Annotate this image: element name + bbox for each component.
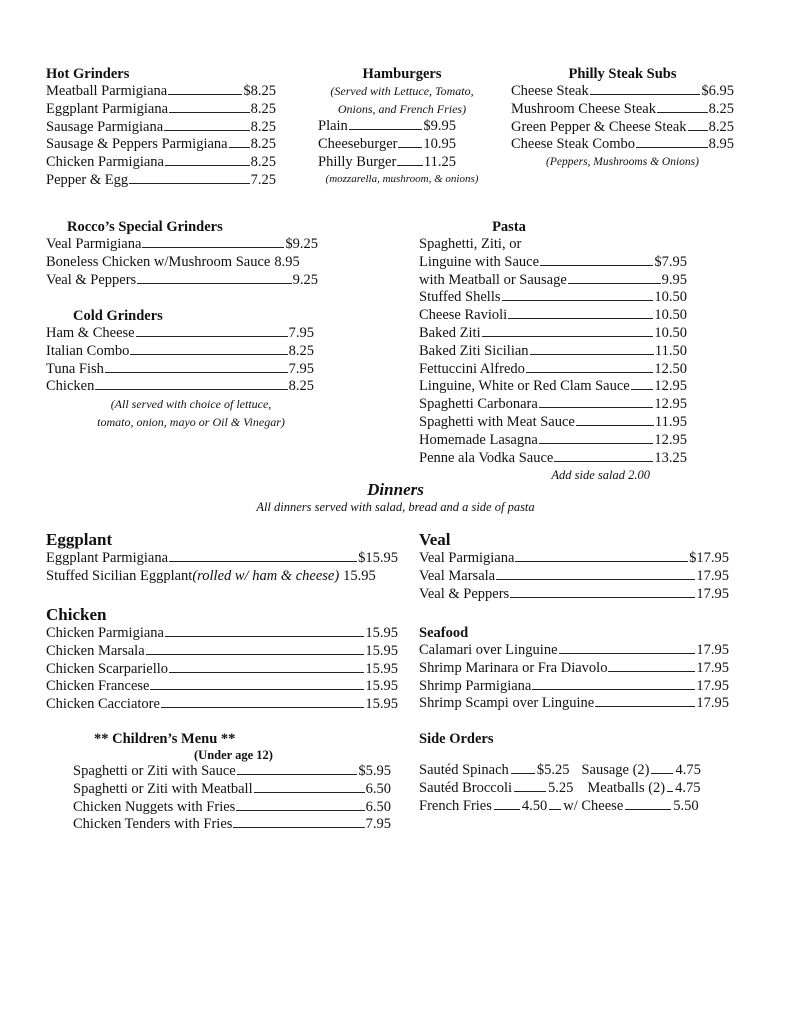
side-orders-row: French Fries 4.50 w/ Cheese 5.50 — [419, 797, 699, 814]
menu-item: Fettuccini Alfredo 12.50 — [419, 360, 687, 377]
veal-section — [419, 530, 729, 603]
chicken-section — [46, 605, 398, 714]
childrens-title: ** Children’s Menu ** — [94, 731, 236, 747]
menu-item: Chicken Marsala 15.95 — [46, 642, 398, 659]
pasta-section — [419, 219, 687, 485]
menu-item: Chicken Parmigiana 8.25 — [46, 154, 276, 171]
menu-item: Chicken Nuggets with Fries 6.50 — [73, 798, 391, 815]
menu-item: Cheeseburger 10.95 — [318, 135, 456, 152]
menu-item: Chicken Cacciatore 15.95 — [46, 696, 398, 713]
menu-item: Green Pepper & Cheese Steak 8.25 — [511, 118, 734, 135]
cold-grinders-title: Cold Grinders — [73, 308, 163, 324]
hamburgers-footnote: (mozzarella, mushroom, & onions) — [325, 173, 479, 186]
menu-item: Veal & Peppers 17.95 — [419, 585, 729, 602]
menu-item: Cheese Ravioli 10.50 — [419, 307, 687, 324]
menu-item: Veal & Peppers 9.25 — [46, 271, 318, 288]
menu-item: Shrimp Marinara or Fra Diavolo 17.95 — [419, 659, 729, 676]
philly-title: Philly Steak Subs — [568, 66, 677, 82]
pasta-intro: Spaghetti, Ziti, or — [419, 236, 522, 252]
menu-item: Chicken 8.25 — [46, 378, 314, 395]
dinners-header — [0, 480, 791, 515]
menu-item: Sausage & Peppers Parmigiana 8.25 — [46, 136, 276, 153]
menu-item: Chicken Parmigiana 15.95 — [46, 625, 398, 641]
eggplant-title: Eggplant — [46, 530, 113, 549]
menu-item: Shrimp Scampi over Linguine 17.95 — [419, 695, 729, 712]
menu-item: Meatball Parmigiana $8.25 — [46, 83, 276, 99]
menu-item: Chicken Francese 15.95 — [46, 678, 398, 695]
veal-title: Veal — [419, 530, 451, 549]
menu-item: Chicken Scarpariello 15.95 — [46, 660, 398, 677]
menu-item: Baked Ziti Sicilian 11.50 — [419, 342, 687, 359]
menu-item: Spaghetti Carbonara 12.95 — [419, 396, 687, 413]
eggplant-section — [46, 530, 398, 586]
pasta-title: Pasta — [492, 219, 526, 235]
menu-item: Veal Marsala 17.95 — [419, 567, 729, 584]
menu-item: Calamari over Linguine 17.95 — [419, 642, 729, 658]
hamburgers-note-1: (Served with Lettuce, Tomato, — [330, 84, 474, 98]
menu-item: Ham & Cheese 7.95 — [46, 325, 314, 341]
menu-item: Cheese Steak $6.95 — [511, 83, 734, 99]
pasta-side-salad: Add side salad 2.00 — [551, 468, 650, 483]
menu-item: Stuffed Shells 10.50 — [419, 289, 687, 306]
side-orders-title: Side Orders — [419, 731, 494, 747]
menu-item: Linguine with Sauce $7.95 — [419, 253, 687, 270]
menu-item: Chicken Tenders with Fries 7.95 — [73, 816, 391, 833]
menu-item: Penne ala Vodka Sauce 13.25 — [419, 449, 687, 466]
side-orders-section — [419, 731, 731, 815]
menu-item: Stuffed Sicilian Eggplant (rolled w/ ham & cheese) 15.95 — [46, 567, 376, 584]
menu-item: Spaghetti or Ziti with Meatball 6.50 — [73, 780, 391, 797]
philly-section — [511, 66, 734, 172]
menu-item: with Meatball or Sausage 9.95 — [419, 271, 687, 288]
hot-grinders-list — [46, 83, 276, 190]
childrens-section — [73, 731, 391, 834]
cold-grinders-note-1: (All served with choice of lettuce, — [110, 397, 272, 412]
menu-item: Spaghetti or Ziti with Sauce $5.95 — [73, 763, 391, 779]
menu-item: Boneless Chicken w/Mushroom Sauce 8.95 — [46, 253, 300, 270]
seafood-title: Seafood — [419, 625, 469, 641]
menu-item: Eggplant Parmigiana $15.95 — [46, 550, 398, 566]
hamburgers-title: Hamburgers — [362, 66, 442, 82]
menu-item: Plain $9.95 — [318, 118, 456, 134]
menu-item: Philly Burger 11.25 — [318, 153, 456, 170]
hot-grinders-section — [46, 66, 276, 190]
hamburgers-note-2: Onions, and French Fries) — [337, 101, 467, 116]
dinners-title: Dinners — [367, 480, 424, 499]
menu-item: Shrimp Parmigiana 17.95 — [419, 677, 729, 694]
roccos-section — [46, 219, 318, 289]
menu-item: Pepper & Egg 7.25 — [46, 171, 276, 188]
menu-item: Baked Ziti 10.50 — [419, 324, 687, 341]
menu-item: Mushroom Cheese Steak 8.25 — [511, 100, 734, 117]
hamburgers-section — [318, 66, 486, 189]
menu-item: Tuna Fish 7.95 — [46, 360, 314, 377]
philly-footnote: (Peppers, Mushrooms & Onions) — [546, 156, 699, 169]
menu-item: Veal Parmigiana $17.95 — [419, 550, 729, 566]
side-orders-row: Sautéd Spinach $5.25 Sausage (2) 4.75 — [419, 762, 701, 778]
menu-item: Eggplant Parmigiana 8.25 — [46, 100, 276, 117]
menu-item: Veal Parmigiana $9.25 — [46, 236, 318, 252]
roccos-title: Rocco’s Special Grinders — [67, 219, 223, 235]
menu-item: Sausage Parmigiana 8.25 — [46, 118, 276, 135]
chicken-title: Chicken — [46, 605, 107, 624]
dinners-subtitle: All dinners served with salad, bread and a side of pasta — [256, 500, 535, 514]
menu-item: Italian Combo 8.25 — [46, 342, 314, 359]
menu-item: Cheese Steak Combo 8.95 — [511, 136, 734, 153]
menu-item: Spaghetti with Meat Sauce 11.95 — [419, 413, 687, 430]
hot-grinders-title: Hot Grinders — [46, 66, 130, 82]
cold-grinders-note-2: tomato, onion, mayo or Oil & Vinegar) — [97, 414, 285, 429]
menu-item: Homemade Lasagna 12.95 — [419, 431, 687, 448]
side-orders-row: Sautéd Broccoli 5.25 Meatballs (2) 4.75 — [419, 779, 701, 796]
childrens-subtitle: (Under age 12) — [194, 748, 273, 762]
cold-grinders-section — [46, 308, 314, 431]
seafood-section — [419, 625, 729, 713]
menu-item: Linguine, White or Red Clam Sauce 12.95 — [419, 378, 687, 395]
